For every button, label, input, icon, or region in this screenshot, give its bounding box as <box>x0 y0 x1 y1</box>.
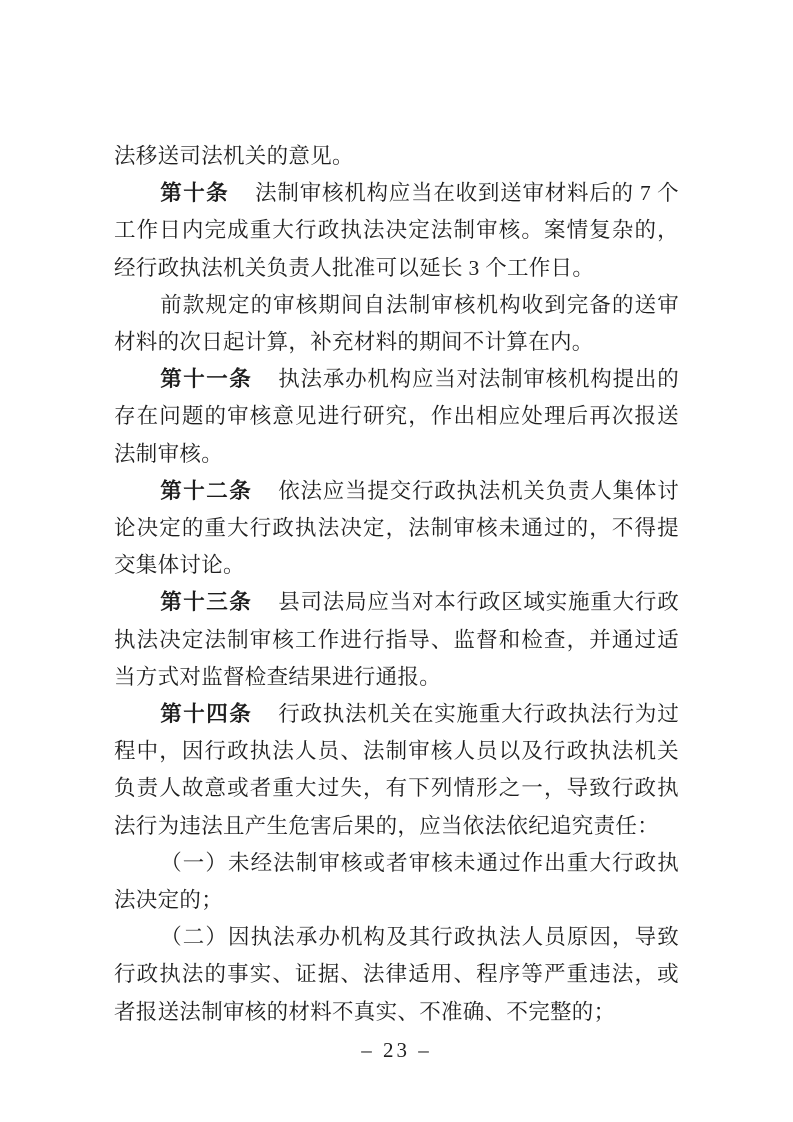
list-item-1-paragraph <box>114 845 679 919</box>
article-number: 第十四条 <box>160 702 253 727</box>
paragraph-text: 法移送司法机关的意见。 <box>114 144 354 168</box>
article-11-paragraph <box>114 361 679 473</box>
article-12-paragraph <box>114 473 679 585</box>
paragraph-text: 执法承办机构应当对法制审核机构提出的存在问题的审核意见进行研究，作出相应处理后再次报送法制审核。 <box>114 367 679 466</box>
paragraph-text: 依法应当提交行政执法机关负责人集体讨论决定的重大行政执法决定，法制审核未通过的，不得提交集体讨论。 <box>114 478 679 578</box>
paragraph-text: 行政执法机关在实施重大行政执法行为过程中，因行政执法人员、法制审核人员以及行政执法机关负责人故意或者重大过失，有下列情形之一，导致行政执法行为违法且产生危害后果的，应当依法依纪追究责任： <box>114 702 679 838</box>
article-number: 第十一条 <box>160 367 253 392</box>
paragraph-text: 前款规定的审核期间自法制审核机构收到完备的送审材料的次日起计算，补充材料的期间不计算在内。 <box>114 292 679 355</box>
list-item-2-paragraph <box>114 919 679 1031</box>
article-14-paragraph <box>114 696 679 845</box>
article-number: 第十三条 <box>160 590 253 615</box>
paragraph-text: （二）因执法承办机构及其行政执法人员原因，导致行政执法的事实、证据、法律适用、程序等严重违法，或者报送法制审核的材料不真实、不准确、不完整的； <box>114 925 679 1024</box>
paragraph-text: 法制审核机构应当在收到送审材料后的 7 个工作日内完成重大行政执法决定法制审核。案情复杂的，经行政执法机关负责人批准可以延长 3 个工作日。 <box>114 181 679 280</box>
paragraph-text: 县司法局应当对本行政区域实施重大行政执法决定法制审核工作进行指导、监督和检查，并通过适当方式对监督检查结果进行通报。 <box>114 590 679 689</box>
article-number: 第十条 <box>160 181 230 206</box>
article-number: 第十二条 <box>160 478 253 503</box>
paragraph-continuation <box>114 138 679 175</box>
document-body <box>114 138 679 1031</box>
paragraph-text: （一）未经法制审核或者审核未通过作出重大行政执法决定的； <box>114 850 679 913</box>
article-13-paragraph <box>114 584 679 696</box>
article-10-paragraph <box>114 175 679 287</box>
page-number: – 23 – <box>361 1038 432 1062</box>
article-10-clause2-paragraph <box>114 287 679 361</box>
